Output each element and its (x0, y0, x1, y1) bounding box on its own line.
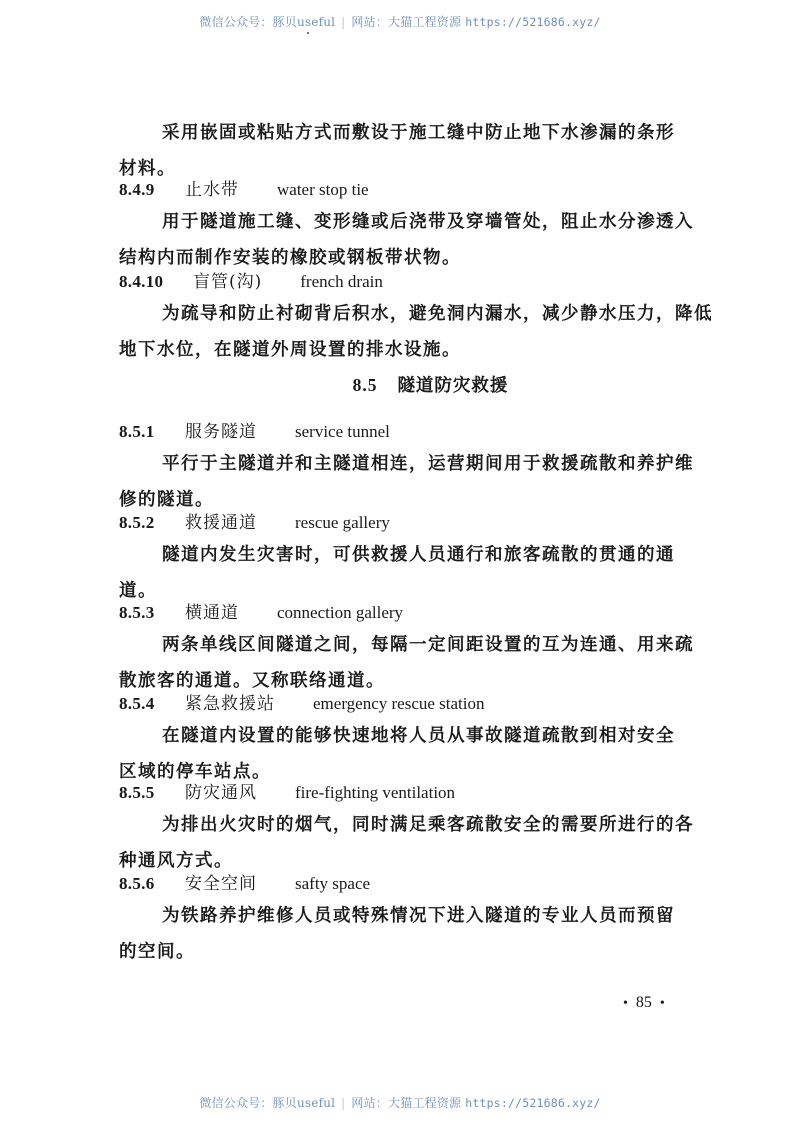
term-heading-8-5-1 (119, 420, 390, 444)
term-chinese: 横通道 (185, 603, 239, 623)
watermark-wechat: 微信公众号：豚贝useful (199, 15, 336, 29)
term-english: safty space (295, 874, 371, 893)
term-definition-8-4-9: 用于隧道施工缝、变形缝或后浇带及穿墙管处，阻止水分渗透入 结构内而制作安装的橡胶或钢板带状物。 (119, 212, 694, 268)
watermark-url: https://521686.xyz/ (465, 1096, 601, 1110)
term-number: 8.5.4 (119, 694, 155, 713)
page-number (615, 994, 673, 1012)
term-chinese: 紧急救援站 (185, 694, 275, 714)
term-english: rescue gallery (295, 513, 390, 532)
watermark-site: 网站：大猫工程资源 (351, 15, 462, 29)
term-heading-8-5-2 (119, 511, 390, 535)
term-chinese: 止水带 (185, 180, 239, 200)
term-number: 8.5.5 (119, 783, 155, 802)
term-english: fire-fighting ventilation (295, 783, 456, 802)
term-definition-8-4-10: 为疏导和防止衬砌背后积水，避免洞内漏水，减少静水压力，降低 地下水位，在隧道外周设置的排水设施。 (119, 304, 713, 360)
term-english: french drain (300, 272, 383, 291)
term-definition-8-5-2: 隧道内发生灾害时，可供救援人员通行和旅客疏散的贯通的通 道。 (119, 545, 675, 601)
watermark-header (0, 13, 800, 30)
term-number: 8.4.9 (119, 180, 155, 199)
watermark-separator: | (341, 1096, 346, 1110)
scan-speck (307, 32, 309, 34)
term-heading-8-5-3 (119, 601, 403, 625)
bullet-right: • (659, 996, 665, 1011)
term-chinese: 防灾通风 (185, 783, 257, 803)
term-heading-8-5-5 (119, 781, 455, 805)
term-number: 8.4.10 (119, 272, 164, 291)
term-chinese: 服务隧道 (185, 422, 257, 442)
term-number: 8.5.1 (119, 422, 155, 441)
term-heading-8-4-9 (119, 178, 369, 202)
term-number: 8.5.6 (119, 874, 155, 893)
term-heading-8-5-6 (119, 872, 370, 896)
term-english: connection gallery (277, 603, 404, 622)
term-definition-8-5-3: 两条单线区间隧道之间，每隔一定间距设置的互为连通、用来疏 散旅客的通道。又称联络通道。 (119, 635, 694, 691)
section-heading-8-5 (119, 372, 682, 397)
term-english: water stop tie (277, 180, 369, 199)
intro-paragraph: 采用嵌固或粘贴方式而敷设于施工缝中防止地下水渗漏的条形 材料。 (119, 123, 675, 179)
watermark-url: https://521686.xyz/ (465, 15, 601, 29)
term-definition-8-5-4: 在隧道内设置的能够快速地将人员从事故隧道疏散到相对安全 区域的停车站点。 (119, 726, 675, 782)
section-title: 隧道防灾救援 (397, 376, 509, 396)
term-english: service tunnel (295, 422, 390, 441)
term-chinese: 安全空间 (185, 874, 257, 894)
term-definition-8-5-6: 为铁路养护维修人员或特殊情况下进入隧道的专业人员而预留 的空间。 (119, 906, 675, 962)
bullet-left: • (623, 996, 628, 1011)
term-number: 8.5.2 (119, 513, 155, 532)
section-number: 8.5 (352, 375, 378, 395)
term-heading-8-5-4 (119, 692, 485, 716)
term-number: 8.5.3 (119, 603, 155, 622)
watermark-footer (0, 1094, 800, 1111)
term-english: emergency rescue station (313, 694, 485, 713)
term-definition-8-5-1: 平行于主隧道并和主隧道相连，运营期间用于救援疏散和养护维 修的隧道。 (119, 454, 694, 510)
term-definition-8-5-5: 为排出火灾时的烟气，同时满足乘客疏散安全的需要所进行的各 种通风方式。 (119, 815, 694, 871)
watermark-wechat: 微信公众号：豚贝useful (199, 1096, 336, 1110)
term-chinese: 救援通道 (185, 513, 257, 533)
watermark-separator: | (341, 15, 346, 29)
watermark-site: 网站：大猫工程资源 (351, 1096, 462, 1110)
page-number-value: 85 (635, 994, 652, 1011)
term-chinese: 盲管(沟) (193, 272, 263, 292)
term-heading-8-4-10 (119, 270, 383, 294)
